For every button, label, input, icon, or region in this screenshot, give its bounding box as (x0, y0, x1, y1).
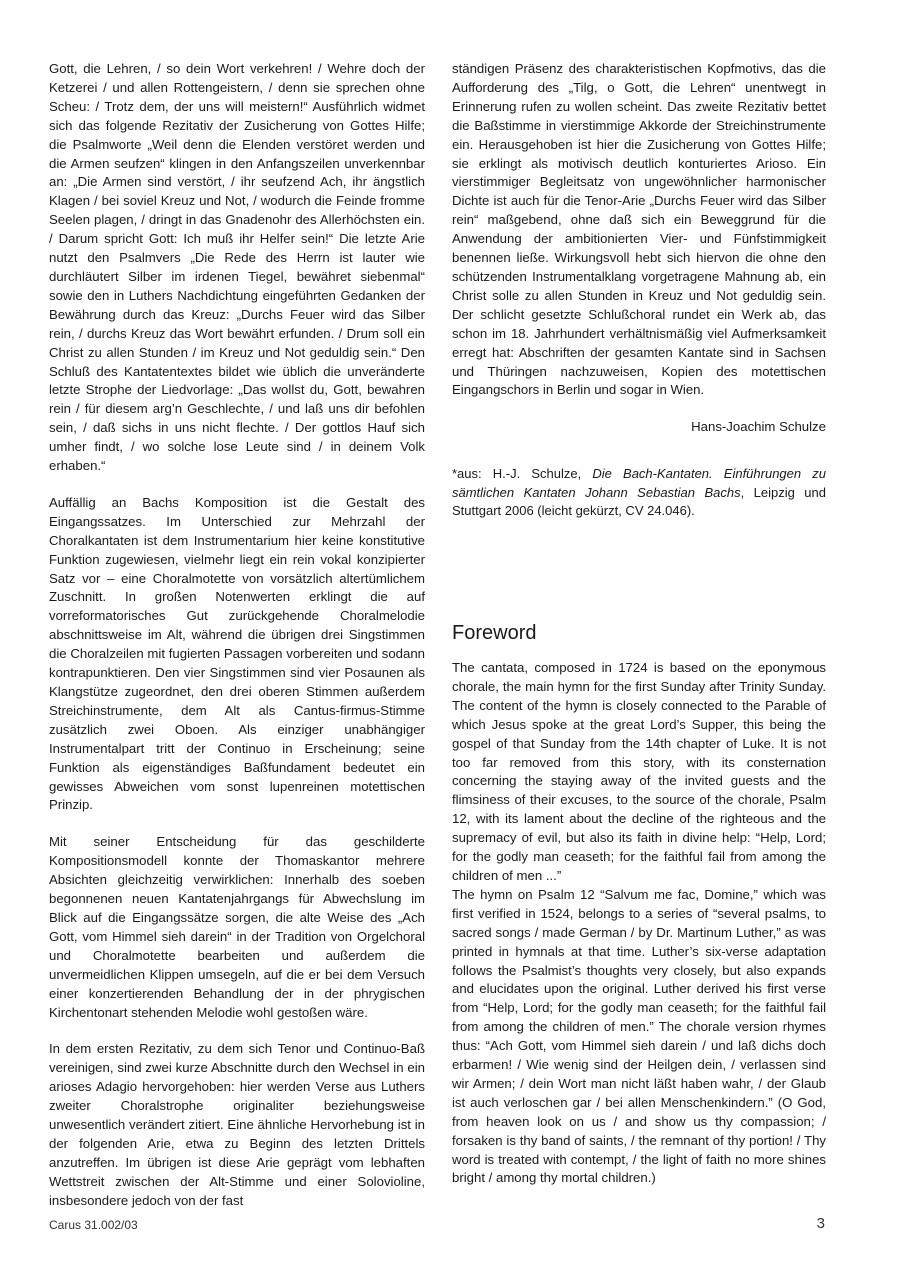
left-column (49, 60, 425, 1211)
foreword-text (452, 659, 826, 1188)
footnote-prefix: *aus: H.-J. Schulze, (452, 466, 593, 482)
paragraph: Auffällig an Bachs Komposition ist die Gestalt des Eingangssatzes. Im Unterschied zur Mehrzahl der Choralkantaten ist dem Instrumentarium hier keine konstitutive Funktion zugewiesen, vielmehr liegt ein rein vokal konzipierter Satz vor – eine Choralmotette von vorsätzlich altertümlichem Zuschnitt. In großen Notenwerten erklingt die auf vorreformatorisches Gut zurückgehende Choralmelodie abschnittsweise im Alt, während die übrigen drei Singstimmen die Choralzeilen mit fugierten Passagen vorbereiten und sodann kontrapunktieren. Den vier Singstimmen sind vier Posaunen als Klangstütze zugeordnet, den drei oberen Stimmen außerdem Streichinstrumente, dem Alt als Cantus-firmus-Stimme zusätzlich zwei Oboen. Als einziger unabhängiger Instrumentalpart tritt der Continuo in Erscheinung; seine Funktion als eigenständiges Baßfundament bedeutet ein gewisses Abweichen vom sonst lupenreinen motettischen Prinzip. (49, 494, 425, 813)
paragraph: The cantata, composed in 1724 is based on the eponymous chorale, the main hymn for the first Sunday after Trinity Sunday. The content of the hymn is closely connected to the Parable of which Jesus spoke at the great Lord’s Supper, this being the gospel of that Sunday from the 14th chapter of Luke. It is not too far removed from this story, with its consternation concerning the staying away of the invited guests and the flimsiness of their excuses, to the source of the chorale, Psalm 12, with its lament about the decline of the righteous and the supremacy of evil, but also its faith in divine help: “Help, Lord; for the godly man ceaseth; for the faithful fail from among the children of men ...” (452, 660, 826, 883)
page-footer (49, 1215, 825, 1232)
paragraph: Gott, die Lehren, / so dein Wort verkehren! / Wehre doch der Ketzerei / und allen Rottengeistern, / denn sie sprechen ohne Scheu: / Trotz dem, der uns will meistern!“ Ausführlich widmet sich das folgende Rezitativ der Zusicherung von Gottes Hilfe; die Psalmworte „Weil denn die Elenden verstöret werden und die Armen seufzen“ klingen in den Anfangszeilen unverkennbar an: „Die Armen sind verstört, / ihr seufzend Ach, ihr ängstlich Klagen / bei soviel Kreuz und Not, / wodurch die Feinde fromme Seelen plagen, / dringt in das Gnadenohr des Allerhöchsten ein. / Darum spricht Gott: Ich muß ihr Helfer sein!“ Die letzte Arie nutzt den Psalmvers „Die Rede des Herrn ist lauter wie durchläutert Silber im irdenen Tiegel, bewähret siebenmal“ sowie den in Luthers Nachdichtung eingeführten Gedanken der Bewährung durch das Kreuz: „Durchs Feuer wird das Silber rein, / durchs Kreuz das Wort bewährt erfunden. / Drum soll ein Christ zu allen Stunden / im Kreuz und Not geduldig sein.“ Den Schluß des Kantatentextes bildet wie üblich die unveränderte letzte Strophe der Liedvorlage: „Das wollst du, Gott, bewahren rein / für diesem arg’n Geschlechte, / und laß uns dir befohlen sein, / daß sichs in uns nicht flechte. / Der gottlos Hauf sich umher findt, / wo solche lose Leute sind / in deinem Volk erhaben.“ (49, 61, 425, 474)
paragraph: The hymn on Psalm 12 “Salvum me fac, Domine,” which was first verified in 1524, belongs to a series of “several psalms, to sacred songs / made German / by Dr. Martinum Luther,” as was printed in hymnals at that time. Luther’s six-verse adaptation follows the Psalmist’s thoughts very closely, but also expands and elucidates upon the original. Luther derived his first verse from “Help, Lord; for the godly man ceaseth; for the faithful fail from among the children of men.” The chorale version rhymes thus: “Ach Gott, vom Himmel sieh darein / und laß dichs doch erbarmen! / Wie wenig sind der Heilgen dein, / verlassen sind wir Armen; / dein Wort man nicht läßt haben wahr, / der Glaub ist auch verloschen gar / bei allen Menschenkindern.” (O God, from heaven look on us / and show us thy compassion; / forsaken is thy band of saints, / the remnant of thy portion! / Thy word is treated with contempt, / the light of faith no more shines bright / among thy mortal children.) (452, 886, 826, 1186)
paragraph: Mit seiner Entscheidung für das geschilderte Kompositionsmodell konnte der Thomaskantor mehrere Absichten gleichzeitig verwirklichen: Innerhalb des soeben begonnenen neuen Kantatenjahrgangs für Abwechslung im Blick auf die Eingangssätze sorgen, die alte Weise des „Ach Gott, vom Himmel sieh darein“ in der Tradition von Orgelchoral und Choralmotette bearbeiten und außerdem die unvermeidlichen Klippen umsegeln, auf die er bei dem Versuch einer konzertierenden Behandlung der in der phrygischen Kirchentonart stehenden Melodie wohl gestoßen wäre. (49, 834, 425, 1020)
source-footnote (452, 465, 826, 521)
catalog-number: Carus 31.002/03 (49, 1218, 138, 1232)
right-column (452, 60, 826, 1188)
section-heading: Foreword (452, 622, 537, 644)
footnote-title: Die Bach-Kantaten. Einführungen zu sämtlichen Kantaten Johann Sebastian Bachs (452, 466, 826, 500)
paragraph: ständigen Präsenz des charakteristischen Kopfmotivs, das die Aufforderung des „Tilg, o Gott, die Lehren“ unentwegt in Erinnerung rufen zu wollen scheint. Das zweite Rezitativ bettet die Baßstimme in vierstimmige Akkorde der Streichinstrumente ein. Herausgehoben ist hier die Zusicherung von Gottes Hilfe; sie erklingt als motivisch deutlich konturiertes Arioso. Ein vierstimmiger Begleitsatz von ungewöhnlicher harmonischer Dichte ist auch für die Tenor-Arie „Durchs Feuer wird das Silber rein“ maßgebend, ohne daß sich ein Beweggrund für die Anwendung der ambitionierten Vier- und Fünfstimmigkeit benennen ließe. Wirkungsvoll hebt sich hiervon die ohne den schützenden Instrumentalklang vorgetragene Mahnung ab, ein Christ solle zu allen Stunden in Kreuz und Not geduldig sein. Der schlicht gesetzte Schlußchoral rundet ein Werk ab, das schon im 18. Jahrhundert verhältnismäßig viel Aufmerksamkeit erregt hat: Abschriften der gesamten Kantate sind in Sachsen und Thüringen nachzuweisen, Kopien des motettischen Eingangschors in Berlin und sogar in Wien. (452, 61, 826, 398)
paragraph: In dem ersten Rezitativ, zu dem sich Tenor und Continuo-Baß vereinigen, sind zwei kurze Abschnitte durch den Wechsel in ein arioses Adagio hervorgehoben: hier werden Verse aus Luthers zweiter Choralstrophe originaliter beziehungsweise unwesentlich verändert zitiert. Eine ähnliche Hervorhebung ist in der folgenden Arie, etwa zu Beginn des letzten Drittels anzutreffen. Im übrigen ist diese Arie geprägt vom lebhaften Wettstreit zwischen der Alt-Stimme und einer Solovioline, insbesondere jedoch von der fast (49, 1041, 425, 1208)
page-number: 3 (816, 1215, 825, 1232)
author-signature: Hans-Joachim Schulze (691, 419, 826, 435)
footnote-suffix: , Leipzig und Stuttgart 2006 (leicht gekürzt, CV 24.046). (452, 484, 826, 519)
